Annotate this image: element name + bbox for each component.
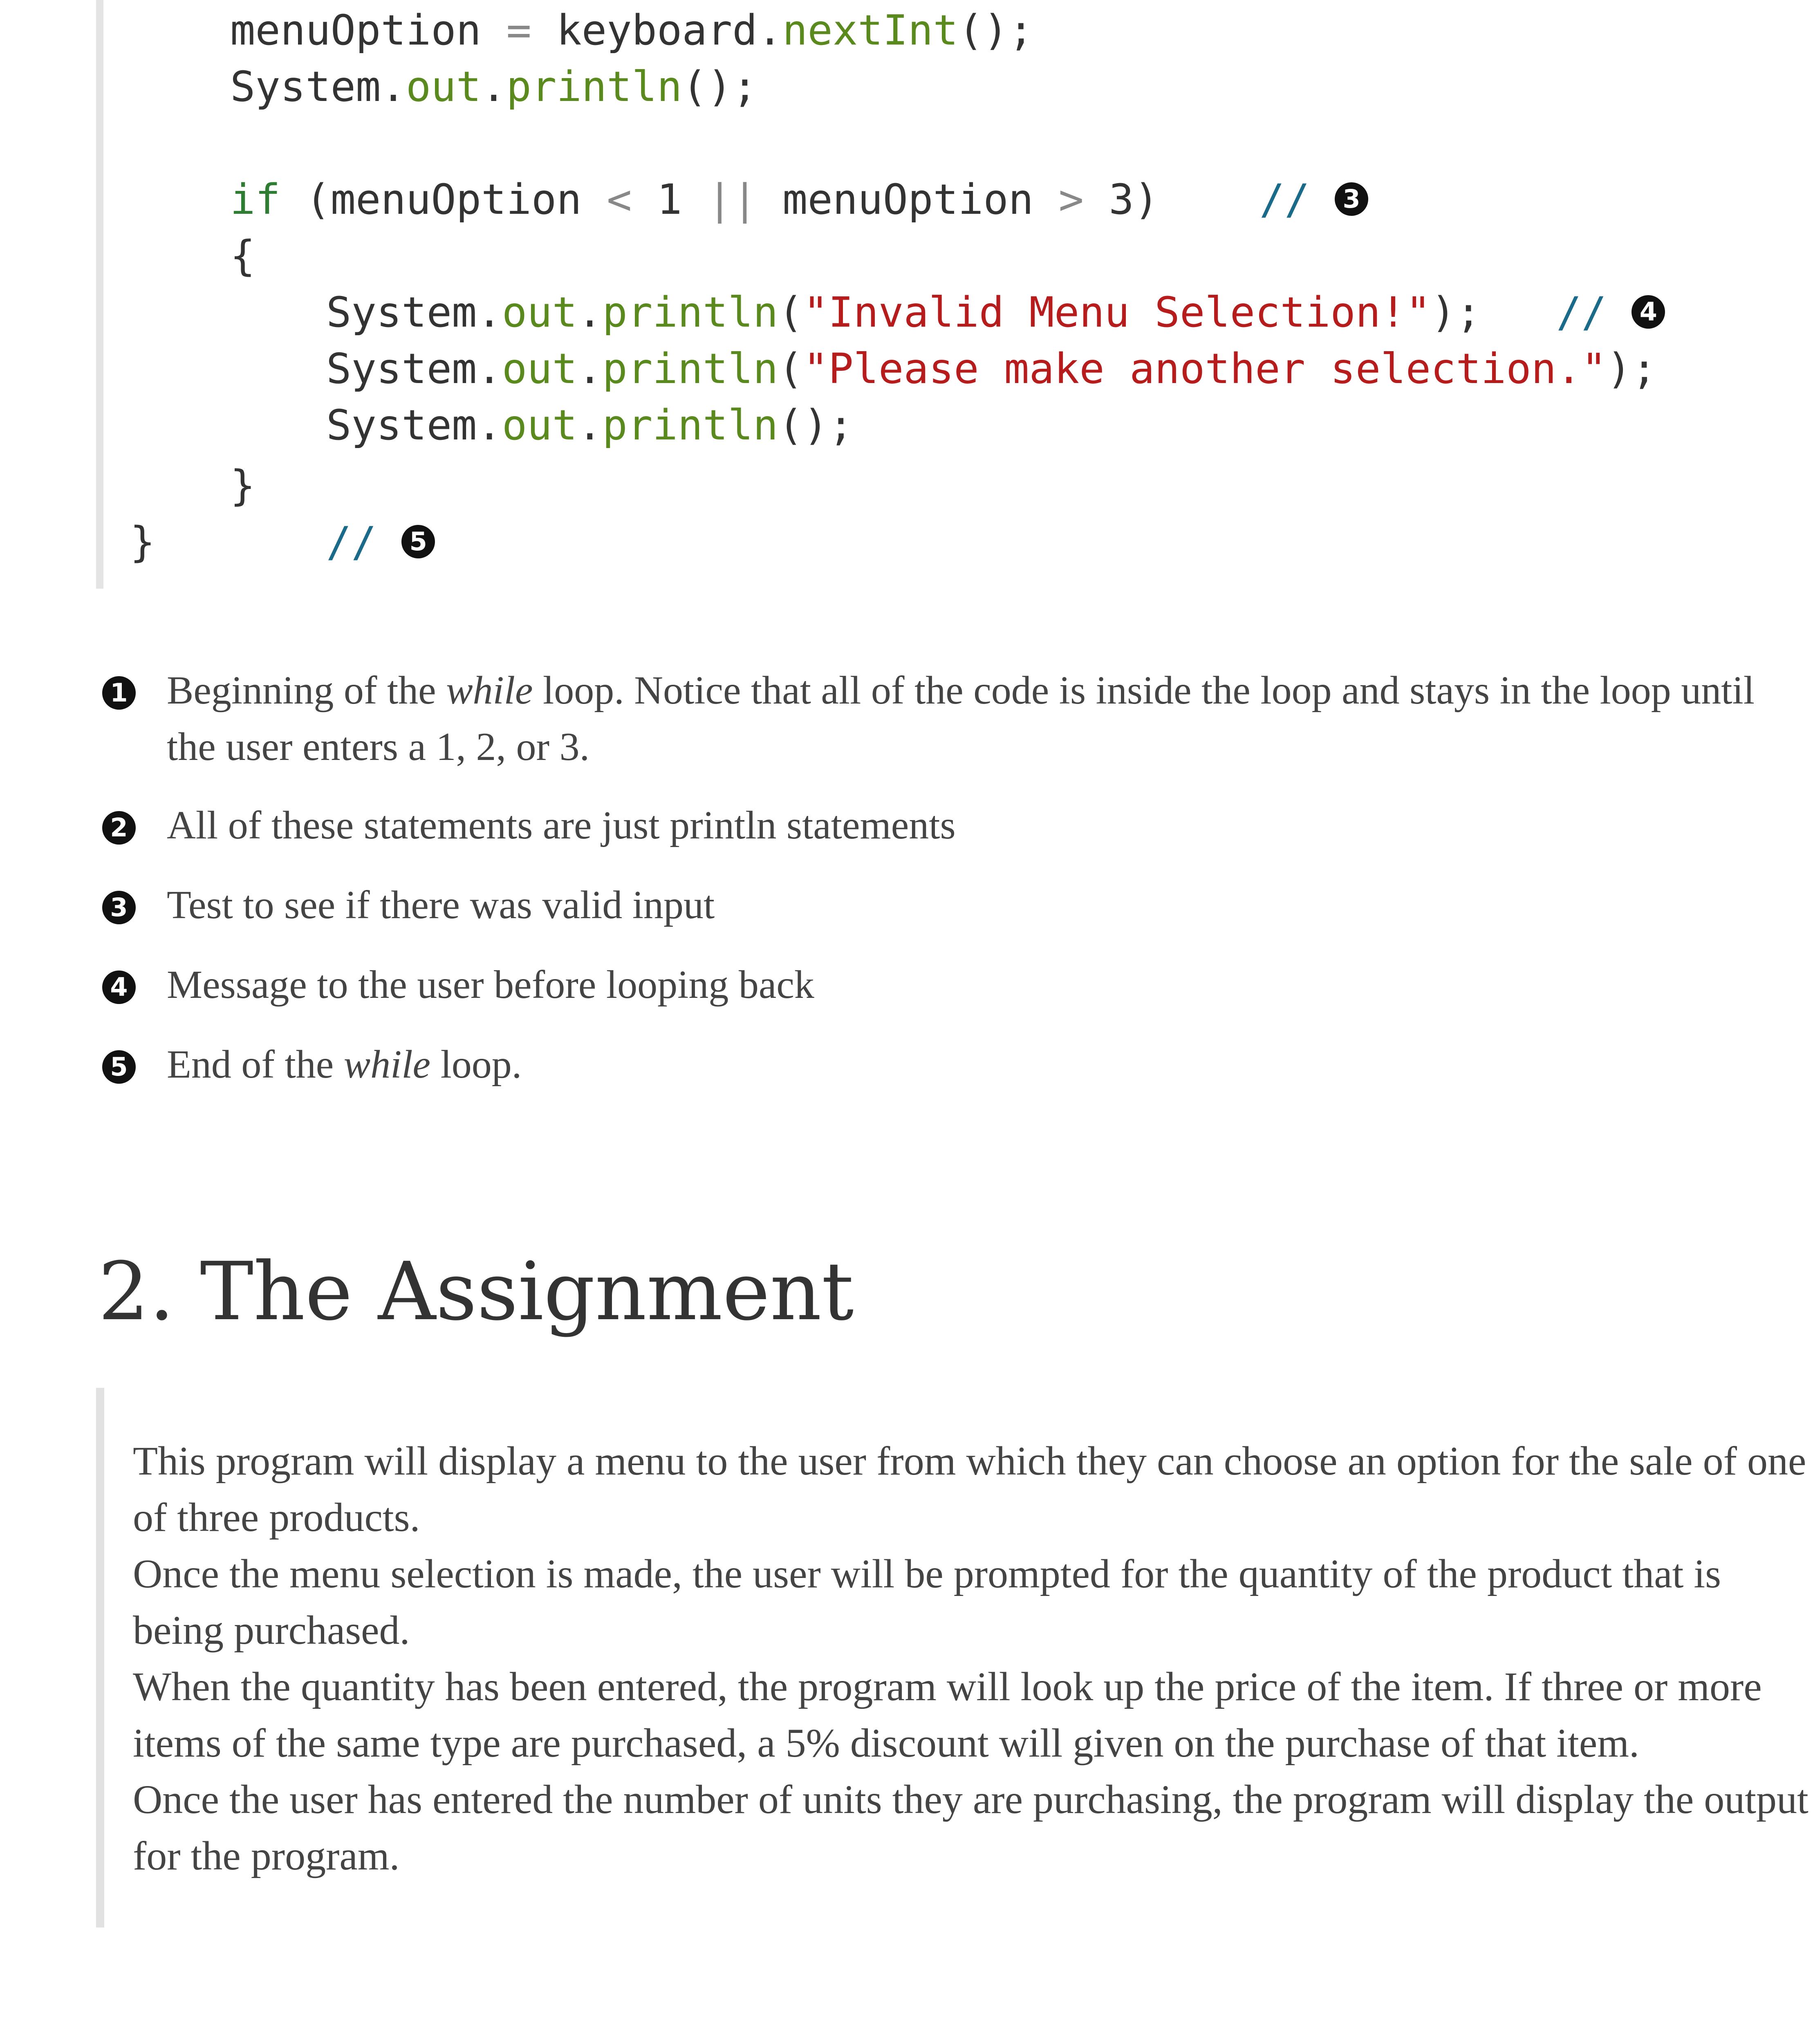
callout-marker: 3 [1335, 182, 1368, 216]
assignment-text [133, 1433, 1813, 1884]
callout-marker: 5 [102, 1050, 136, 1084]
assignment-quote [96, 1388, 1813, 1927]
callout-marker: 3 [102, 891, 136, 924]
section-heading: 2. The Assignment [98, 1245, 854, 1338]
assignment-paragraph: When the quantity has been entered, the program will look up the price of the item. If three or more items of the same type are purchased, a 5% discount will given on the purchase of that item. [133, 1664, 1762, 1766]
code-line: { [230, 232, 255, 280]
code-line: } [130, 518, 155, 567]
callout-marker: 4 [1631, 295, 1665, 329]
code-line: System.out.println(); [326, 401, 854, 450]
code-line: System.out.println(); [230, 63, 757, 111]
assignment-paragraph: Once the menu selection is made, the user will be prompted for the quantity of the product that is being purchased. [133, 1551, 1721, 1653]
assignment-paragraph: Once the user has entered the number of units they are purchasing, the program will display the output for the program. [133, 1777, 1809, 1878]
code-line: menuOption = keyboard.nextInt(); [230, 6, 1034, 55]
callout-marker: 1 [102, 676, 136, 710]
callout-marker: 2 [102, 811, 136, 845]
code-block [96, 0, 1698, 589]
callout-marker: 4 [102, 970, 136, 1004]
code-line: System.out.println("Please make another selection."); [326, 345, 1657, 393]
callout-item: 2 All of these statements are just println statements [102, 797, 1758, 854]
code-line: // 5 [326, 516, 435, 569]
callout-item: 5 End of the while loop. [102, 1036, 1758, 1093]
code-line: } [230, 462, 255, 510]
callout-item: 3 Test to see if there was valid input [102, 877, 1758, 933]
assignment-paragraph: This program will display a menu to the user from which they can choose an option for the sale of one of three products. [133, 1438, 1806, 1540]
callout-item: 1 Beginning of the while loop. Notice that all of the code is inside the loop and stays in the loop until the user enters a 1, 2, or 3. [102, 662, 1758, 775]
code-line: if (menuOption < 1 || menuOption > 3) // 3 [230, 173, 1368, 226]
code-line: System.out.println("Invalid Menu Selection!"); // 4 [326, 286, 1665, 339]
callout-item: 4 Message to the user before looping back [102, 957, 1758, 1013]
callout-marker: 5 [401, 525, 435, 558]
